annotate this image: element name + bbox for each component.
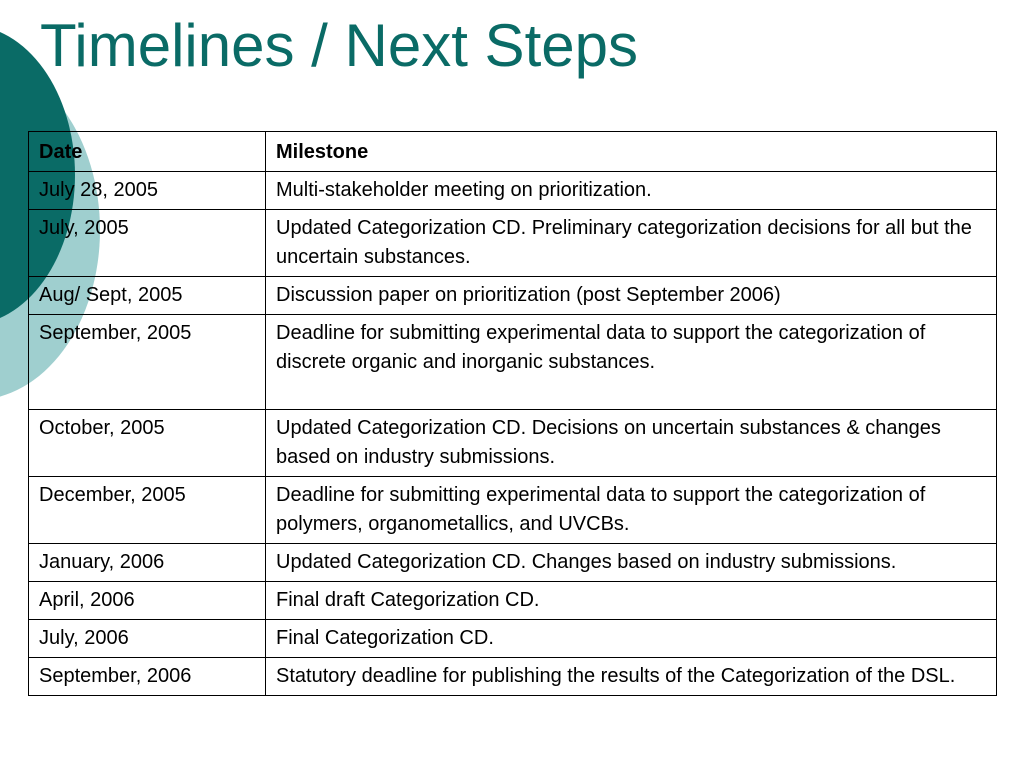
table-row	[29, 210, 997, 277]
table-row	[29, 315, 997, 410]
date-cell: July, 2005	[29, 210, 266, 277]
milestone-cell: Final Categorization CD.	[266, 620, 997, 658]
timeline-table	[28, 131, 997, 696]
milestone-cell: Updated Categorization CD. Changes based on industry submissions.	[266, 544, 997, 582]
date-cell: September, 2006	[29, 658, 266, 696]
table-row	[29, 277, 997, 315]
slide-title: Timelines / Next Steps	[40, 12, 638, 79]
date-cell: July, 2006	[29, 620, 266, 658]
table-row	[29, 544, 997, 582]
milestone-cell: Deadline for submitting experimental data to support the categorization of discrete organic and inorganic substances.	[266, 315, 997, 410]
milestone-cell: Updated Categorization CD. Decisions on uncertain substances & changes based on industry submissions.	[266, 410, 997, 477]
milestone-cell: Discussion paper on prioritization (post September 2006)	[266, 277, 997, 315]
table-row	[29, 658, 997, 696]
date-cell: April, 2006	[29, 582, 266, 620]
header-date: Date	[29, 132, 266, 172]
milestone-cell: Statutory deadline for publishing the results of the Categorization of the DSL.	[266, 658, 997, 696]
table-row	[29, 477, 997, 544]
date-cell: October, 2005	[29, 410, 266, 477]
date-cell: December, 2005	[29, 477, 266, 544]
table-row	[29, 582, 997, 620]
milestone-cell: Updated Categorization CD. Preliminary categorization decisions for all but the uncertain substances.	[266, 210, 997, 277]
date-cell: January, 2006	[29, 544, 266, 582]
date-cell: September, 2005	[29, 315, 266, 410]
date-cell: Aug/ Sept, 2005	[29, 277, 266, 315]
date-cell: July 28, 2005	[29, 172, 266, 210]
table-header-row	[29, 132, 997, 172]
header-milestone: Milestone	[266, 132, 997, 172]
milestone-cell: Multi-stakeholder meeting on prioritization.	[266, 172, 997, 210]
milestone-cell: Final draft Categorization CD.	[266, 582, 997, 620]
milestone-cell: Deadline for submitting experimental data to support the categorization of polymers, organometallics, and UVCBs.	[266, 477, 997, 544]
table-row	[29, 410, 997, 477]
table-row	[29, 620, 997, 658]
table-row	[29, 172, 997, 210]
